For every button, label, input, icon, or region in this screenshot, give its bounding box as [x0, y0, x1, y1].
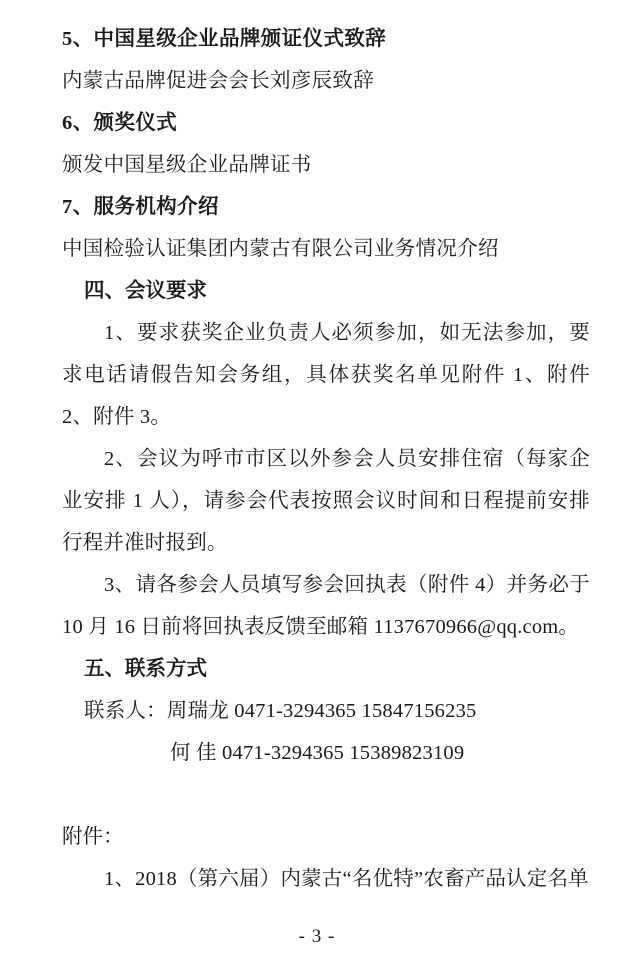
section-five-heading: 五、联系方式 [84, 658, 207, 680]
contact-person-line-2: 何 佳 0471-3294365 15389823109 [170, 742, 465, 764]
agenda-item-5-heading: 5、中国星级企业品牌颁证仪式致辞 [62, 28, 387, 50]
agenda-item-7-detail: 中国检验认证集团内蒙古有限公司业务情况介绍 [62, 238, 499, 260]
agenda-item-6-detail: 颁发中国星级企业品牌证书 [62, 154, 312, 176]
spacer [62, 774, 590, 816]
agenda-item-7-heading: 7、服务机构介绍 [62, 196, 219, 218]
attachment-item-1: 1、2018（第六届）内蒙古“名优特”农畜产品认定名单 [104, 868, 589, 890]
requirement-paragraph-2: 2、会议为呼市市区以外参会人员安排住宿（每家企业安排 1 人），请参会代表按照会议时间和日程提前安排行程并准时报到。 [62, 448, 590, 554]
requirement-paragraph-1: 1、要求获奖企业负责人必须参加，如无法参加，要求电话请假告知会务组，具体获奖名单见附件 1、附件 2、附件 3。 [62, 322, 590, 428]
page-number: - 3 - [298, 926, 336, 947]
agenda-item-5-detail: 内蒙古品牌促进会会长刘彦辰致辞 [62, 70, 374, 92]
requirement-paragraph-3: 3、请各参会人员填写参会回执表（附件 4）并务必于 10 月 16 日前将回执表反馈至邮箱 1137670966@qq.com。 [62, 574, 590, 638]
section-four-heading: 四、会议要求 [84, 280, 207, 302]
agenda-item-6-heading: 6、颁奖仪式 [62, 112, 178, 134]
attachments-label: 附件： [62, 826, 124, 848]
contact-person-line-1: 联系人：周瑞龙 0471-3294365 15847156235 [84, 700, 477, 722]
